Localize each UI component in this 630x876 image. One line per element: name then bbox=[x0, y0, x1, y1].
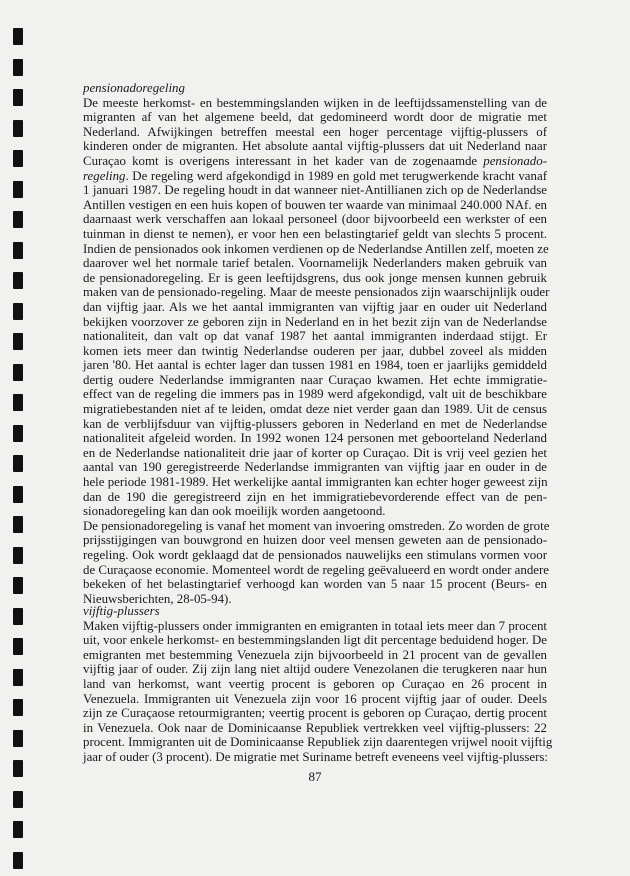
text-segment: emigranten met bestemming Venezuela zijn bijvoorbeeld in 21 procent van de gevallen bbox=[83, 647, 547, 662]
binding-hole bbox=[13, 791, 23, 808]
binding-hole bbox=[13, 242, 23, 259]
section-pensionadoregeling bbox=[83, 81, 550, 606]
text-segment: Nederland. Afwijkingen betreffen meestal een hoger percentage vijftig-plussers of bbox=[83, 124, 547, 139]
text-segment: uit, voor enkele herkomst- en bestemmingslanden ligt dit percentage beduidend hoger. De bbox=[83, 633, 547, 648]
binding-hole bbox=[13, 638, 23, 655]
text-segment: migranten af van het algemene beeld, dat gedomineerd wordt door de migratie met bbox=[83, 110, 547, 125]
text-segment: de pensionadoregeling. Er is geen leeftijdsgrens, dus ook jonge mensen kunnen gebruik bbox=[83, 270, 547, 285]
text-line bbox=[83, 300, 547, 315]
binding-hole bbox=[13, 120, 23, 137]
text-segment: Venezuela. Immigranten uit Venezuela zijn voor 16 procent vijftig jaar of ouder. Deels bbox=[83, 691, 547, 706]
text-line bbox=[83, 271, 547, 286]
text-line bbox=[83, 692, 547, 707]
binding-hole bbox=[13, 669, 23, 686]
text-line bbox=[83, 110, 547, 125]
text-segment: dan vijftig jaar. Als we het aantal immigranten van vijftig jaar en ouder uit Nederland bbox=[83, 299, 547, 314]
text-line bbox=[83, 256, 547, 271]
text-segment: nationaliteit afgeleid worden. In 1992 wonen 124 personen met geboorteland Nederland bbox=[83, 431, 547, 446]
section-heading: vijftig-plussers bbox=[83, 604, 160, 618]
text-segment: komen iets meer dan twintig Nederlandse ouderen per jaar, dubbel zoveel als midden bbox=[83, 343, 547, 358]
binding-hole bbox=[13, 425, 23, 442]
text-segment: De pensionadoregeling is vanaf het moment van invoering omstreden. Zo worden de grote bbox=[83, 518, 550, 533]
text-line bbox=[83, 677, 547, 692]
text-segment: zijn ze Curaçaose retourmigranten; veertig procent is geboren op Curaçao, dertig procent bbox=[83, 706, 547, 721]
text-line bbox=[83, 417, 547, 432]
text-segment: Curaçao komt is overigens interessant in het kader van de zogenaamde bbox=[83, 153, 484, 168]
text-segment: sionadoregeling kan dan ook moeilijk worden aangetoond. bbox=[83, 504, 386, 519]
text-segment: procent. Immigranten uit de Dominicaanse Republiek zijn daarentegen vrijwel nooit vijftig bbox=[83, 735, 553, 750]
text-line bbox=[83, 460, 547, 475]
binding-hole bbox=[13, 394, 23, 411]
text-line bbox=[83, 648, 547, 663]
binding-hole bbox=[13, 730, 23, 747]
text-line bbox=[83, 721, 547, 736]
text-line bbox=[83, 619, 547, 634]
binding-hole bbox=[13, 608, 23, 625]
page-number: 87 bbox=[308, 769, 322, 784]
text-segment: De meeste herkomst- en bestemmingslanden wijken in de leeftijdssamenstelling van de bbox=[83, 95, 547, 110]
text-segment: . De regeling werd afgekondigd in 1989 en gold met terugwerkende kracht vanaf bbox=[125, 168, 547, 183]
binding-hole bbox=[13, 59, 23, 76]
text-line bbox=[83, 212, 547, 227]
binding-hole bbox=[13, 333, 23, 350]
text-line bbox=[83, 577, 547, 592]
text-line bbox=[83, 504, 547, 519]
text-line bbox=[83, 373, 547, 388]
text-line bbox=[83, 750, 547, 765]
binding-hole bbox=[13, 821, 23, 838]
text-segment: 1 januari 1987. De regeling houdt in dat wanneer niet-Antillianen zich op de Nederlandse bbox=[83, 183, 547, 198]
text-segment: Nieuwsberichten, 28-05-94). bbox=[83, 591, 232, 606]
text-line bbox=[83, 662, 547, 677]
text-line bbox=[83, 518, 550, 534]
text-segment: regeling. Ook wordt geklaagd dat de pensionados nauwelijks een stimulans vormen voor bbox=[83, 548, 547, 562]
text-segment: in Venezuela. Ook naar de Dominicaanse Republiek vertrekken veel vijftig-plussers: 22 bbox=[83, 720, 547, 735]
text-segment: de Curaçaose economie. Momenteel wordt de regeling geëvalueerd en wordt onder andere bbox=[83, 562, 550, 577]
text-segment: jaar of ouder (3 procent). De migratie met Suriname betreft eveneens veel vijftig-plussers: bbox=[83, 749, 548, 764]
text-line bbox=[83, 562, 550, 578]
text-line bbox=[83, 285, 550, 300]
text-line bbox=[83, 169, 547, 184]
text-segment: en de Nederlandse nationaliteit drie jaar of korter op Curaçao. Dit is vrij veel gezien het bbox=[83, 445, 547, 460]
text-line bbox=[83, 475, 547, 490]
binding-hole bbox=[13, 89, 23, 106]
text-segment: bekeken of het belastingtarief verhoogd kan worden van 5 naar 15 procent (Beurs- en bbox=[83, 577, 547, 592]
text-segment: daarnaast werk verschaffen aan lokaal personeel (door bijvoorbeeld een werkster of een bbox=[83, 212, 547, 227]
text-line bbox=[83, 227, 547, 242]
text-segment: jaren '80. Het aantal is echter lager dan tussen 1981 en 1984, toen er jaarlijks gemiddeld bbox=[83, 358, 547, 373]
text-segment: kinderen onder de migranten. Het absolute aantal vijftig-plussers dat uit Nederland naar bbox=[83, 139, 547, 154]
italic-term: regeling bbox=[83, 168, 126, 183]
text-segment: aantal van 190 geregistreerde Nederlandse immigranten van vijftig jaar en ouder in de bbox=[83, 460, 547, 475]
text-line bbox=[83, 490, 547, 505]
text-segment: effect van de regeling die immers pas in 1989 werd afgekondigd, valt uit de beschikbare bbox=[83, 387, 547, 402]
text-segment: Antillen vestigen en een huis kopen of bouwen ter waarde van minimaal 240.000 NAf. en bbox=[83, 197, 547, 212]
binding-hole bbox=[13, 852, 23, 869]
text-segment: kan de verblijfsduur van vijftig-plussers geboren in Nederland en met de Nederlandse bbox=[83, 416, 547, 431]
binding-hole bbox=[13, 364, 23, 381]
text-line bbox=[83, 183, 547, 198]
binding-hole bbox=[13, 272, 23, 289]
text-line bbox=[83, 633, 547, 648]
text-segment: dertig oudere Nederlandse immigranten naar Curaçao kwamen. Het echte immigratie- bbox=[83, 372, 547, 387]
binding-hole bbox=[13, 28, 23, 45]
text-segment: land van herkomst, want veertig procent is geboren op Curaçao en 26 procent in bbox=[83, 676, 547, 691]
text-line bbox=[83, 125, 547, 140]
text-segment: nationaliteit, dan valt op dat vanaf 1987 het aantal immigranten inderdaad stijgt. Er bbox=[83, 329, 547, 344]
text-line bbox=[83, 315, 547, 330]
text-line bbox=[83, 154, 547, 169]
text-line bbox=[83, 329, 547, 344]
text-segment: Maken vijftig-plussers onder immigranten en emigranten in totaal iets meer dan 7 procent bbox=[83, 618, 547, 633]
section-heading: pensionadoregeling bbox=[83, 81, 185, 95]
text-line bbox=[83, 139, 547, 154]
text-line bbox=[83, 96, 547, 111]
text-line bbox=[83, 706, 547, 721]
text-segment: migratiebestanden niet af te leiden, omdat deze niet verder gaan dan 1989. Uit de census bbox=[83, 402, 547, 417]
text-segment: hele periode 1981-1989. Het werkelijke aantal immigranten kan echter hoger geweest zijn bbox=[83, 475, 548, 490]
binding-hole bbox=[13, 699, 23, 716]
text-segment: prijsstijgingen van bouwgrond en huizen door veel mensen geweten aan de pensionado- bbox=[83, 533, 547, 548]
text-line bbox=[83, 431, 547, 446]
text-line bbox=[83, 402, 547, 417]
text-line bbox=[83, 533, 547, 548]
text-line bbox=[83, 358, 547, 373]
binding-hole bbox=[13, 516, 23, 533]
text-segment: daarover wel het normale tarief betalen. Voornamelijk Nederlanders maken gebruik van bbox=[83, 256, 547, 271]
text-segment: maken van de pensionado-regeling. Maar de meeste pensionados zijn waarschijnlijk ouder bbox=[83, 285, 550, 300]
binding-hole bbox=[13, 547, 23, 564]
italic-term: pensionado- bbox=[483, 153, 547, 168]
text-segment: vijftig jaar of ouder. Zij zijn lang niet altijd oudere Venezolanen die terugkeren naar hun bbox=[83, 662, 547, 677]
binding-hole bbox=[13, 577, 23, 594]
section-vijftig-plussers bbox=[83, 604, 553, 765]
binding-hole bbox=[13, 303, 23, 320]
text-line bbox=[83, 548, 547, 563]
text-line bbox=[83, 198, 547, 213]
text-line bbox=[83, 735, 553, 750]
text-line bbox=[83, 344, 547, 359]
text-line bbox=[83, 387, 547, 402]
binding-hole bbox=[13, 486, 23, 503]
text-line bbox=[83, 242, 547, 257]
text-segment: bekijken voorzover ze geboren zijn in Nederland en in het bezit zijn van de Nederlandse bbox=[83, 314, 547, 329]
binding-hole bbox=[13, 211, 23, 228]
text-segment: dan de 190 die geregistreerd zijn en het immigratiebevorderende effect van de pen- bbox=[83, 489, 547, 504]
binding-hole bbox=[13, 455, 23, 472]
text-segment: tuinman in dienst te nemen), er voor hen een belastingtarief geldt van slechts 5 procent. bbox=[83, 226, 547, 241]
text-line bbox=[83, 446, 547, 461]
text-segment: Indien de pensionados ook inkomen verdienen op de Nederlandse Antillen zelf, moeten ze bbox=[83, 241, 549, 256]
binding-hole bbox=[13, 150, 23, 167]
binding-hole bbox=[13, 181, 23, 198]
